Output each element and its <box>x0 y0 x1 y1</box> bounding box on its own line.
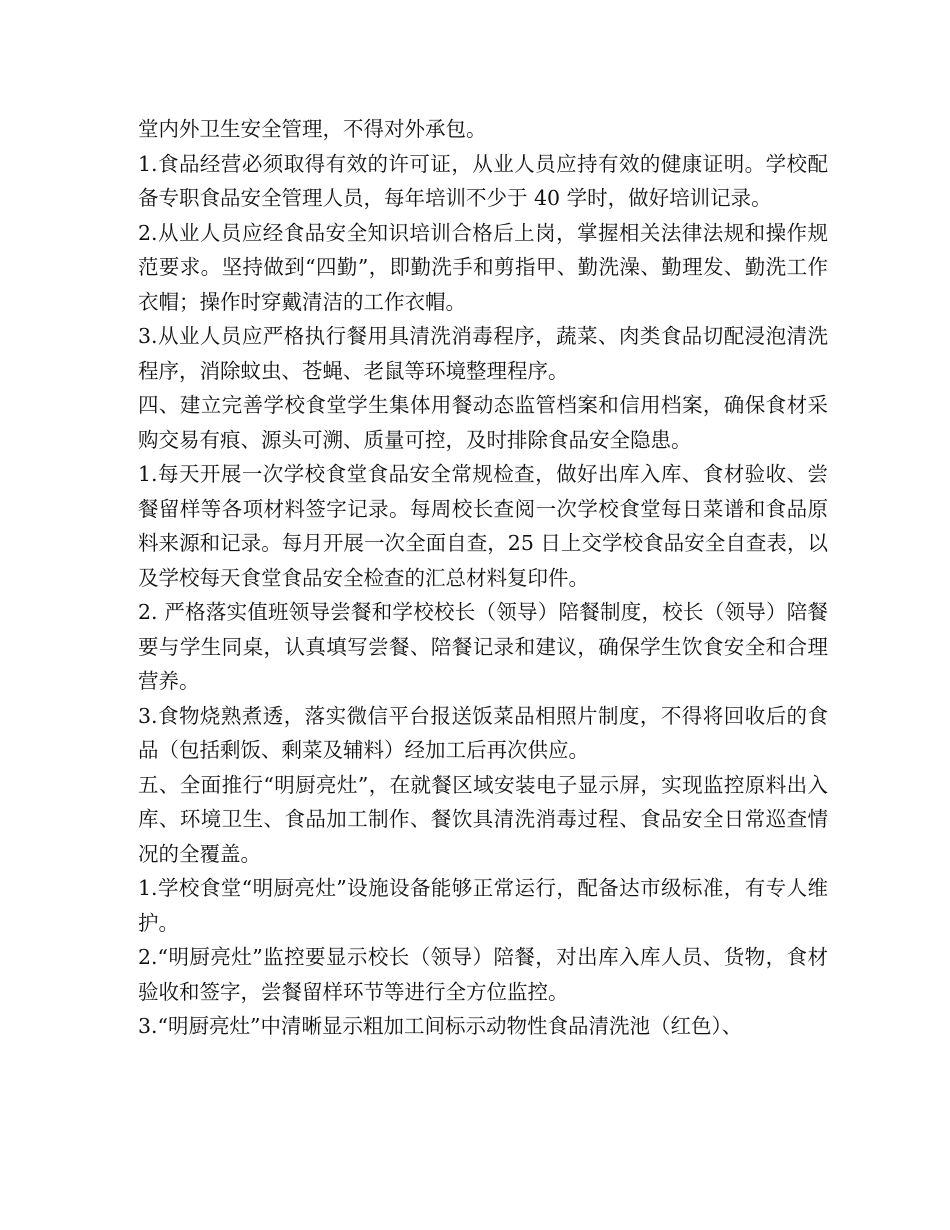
paragraph-12: 3.“明厨亮灶”中清晰显示粗加工间标示动物性食品清洗池（红色）、 <box>138 1014 743 1038</box>
paragraph-2: 1.食品经营必须取得有效的许可证，从业人员应持有效的健康证明。学校配备专职食品安全管理人员，每年培训不少于 40 学时，做好培训记录。 <box>138 151 828 210</box>
paragraph-8: 3.食物烧熟煮透，落实微信平台报送饭菜品相照片制度，不得将回收后的食品（包括剩饭、剩菜及辅料）经加工后再次供应。 <box>138 703 828 762</box>
paragraph-6: 1.每天开展一次学校食堂食品安全常规检查，做好出库入库、食材验收、尝餐留样等各项材料签字记录。每周校长查阅一次学校食堂每日菜谱和食品原料来源和记录。每月开展一次全面自查，25 日上交学校食品安全自查表，以及学校每天食堂食品安全检查的汇总材料复印件。 <box>138 462 828 590</box>
paragraph-1: 堂内外卫生安全管理，不得对外承包。 <box>138 117 487 141</box>
document-body <box>138 112 828 1044</box>
paragraph-4: 3.从业人员应严格执行餐用具清洗消毒程序，蔬菜、肉类食品切配浸泡清洗程序，消除蚊虫、苍蝇、老鼠等环境整理程序。 <box>138 324 828 383</box>
paragraph-3: 2.从业人员应经食品安全知识培训合格后上岗，掌握相关法律法规和操作规范要求。坚持做到“四勤”，即勤洗手和剪指甲、勤洗澡、勤理发、勤洗工作衣帽；操作时穿戴清洁的工作衣帽。 <box>138 220 828 314</box>
paragraph-7: 2. 严格落实值班领导尝餐和学校校长（领导）陪餐制度，校长（领导）陪餐要与学生同桌，认真填写尝餐、陪餐记录和建议，确保学生饮食安全和合理营养。 <box>138 600 828 693</box>
paragraph-10: 1.学校食堂“明厨亮灶”设施设备能够正常运行，配备达市级标准，有专人维护。 <box>138 876 828 935</box>
paragraph-9: 五、全面推行“明厨亮灶”，在就餐区域安装电子显示屏，实现监控原料出入库、环境卫生、食品加工制作、餐饮具清洗消毒过程、食品安全日常巡查情况的全覆盖。 <box>138 772 828 866</box>
paragraph-5: 四、建立完善学校食堂学生集体用餐动态监管档案和信用档案，确保食材采购交易有痕、源头可溯、质量可控，及时排除食品安全隐患。 <box>138 393 828 452</box>
paragraph-11: 2.“明厨亮灶”监控要显示校长（领导）陪餐，对出库入库人员、货物，食材验收和签字，尝餐留样环节等进行全方位监控。 <box>138 945 828 1004</box>
